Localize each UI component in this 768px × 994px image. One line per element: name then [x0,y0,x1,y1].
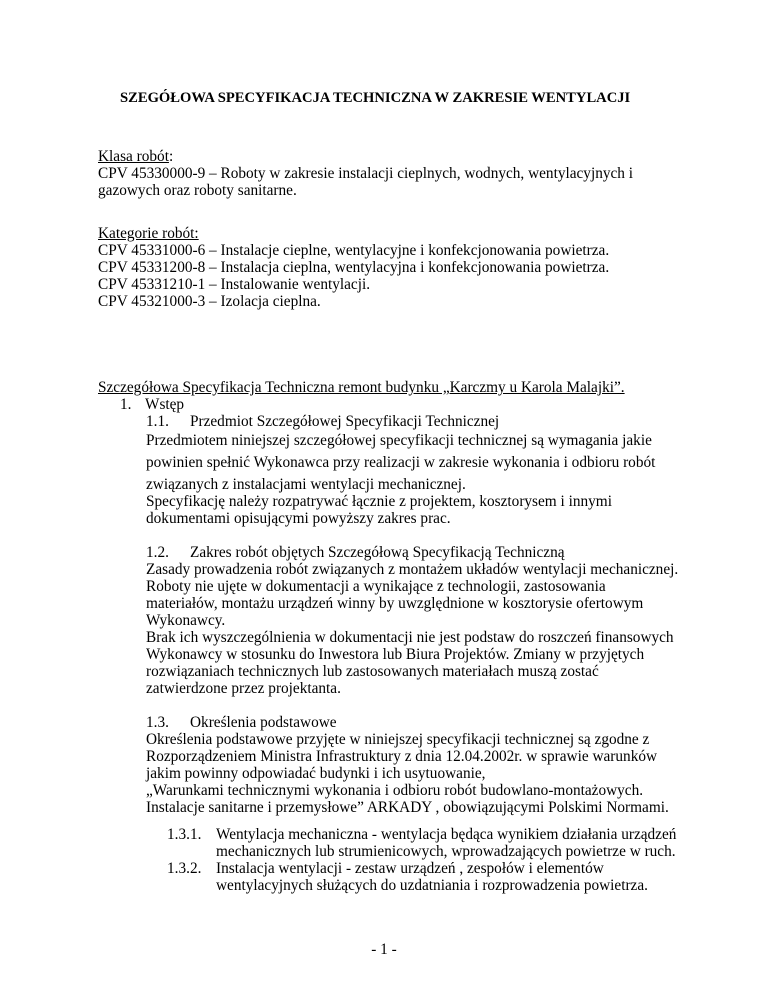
subsection-number: 1.1. [146,413,169,430]
paragraph-line: jakim powinny odpowiadać budynki i ich usytuowanie, [146,765,486,782]
definition-number: 1.3.1. [167,826,202,843]
klasa-line: CPV 45330000-9 – Roboty w zakresie instalacji cieplnych, wodnych, wentylacyjnych i [98,165,634,182]
subsection-number: 1.2. [146,544,169,561]
definition-number: 1.3.2. [167,860,202,877]
paragraph-line: „Warunkami technicznymi wykonania i odbioru robót budowlano-montażowych. [146,782,644,799]
page-number: - 1 - [371,941,397,958]
kategorie-item: CPV 45331000-6 – Instalacje cieplne, wentylacyjne i konfekcjonowania powietrza. [98,242,610,259]
kategorie-label: Kategorie robót: [98,225,199,242]
subsection-heading [146,412,499,431]
subsection-title: Określenia podstawowe [190,714,337,731]
paragraph-line: Instalacje sanitarne i przemysłowe” ARKADY , obowiązującymi Polskimi Normami. [146,799,669,816]
paragraph-line: dokumentami opisującymi powyższy zakres prac. [146,510,451,527]
section-number: 1. [120,396,132,413]
definition-line: Instalacja wentylacji - zestaw urządzeń , zespołów i elementów [216,860,604,877]
paragraph-line: materiałów, montażu urządzeń winny by uwzględnione w kosztorysie ofertowym [146,595,644,612]
klasa-colon: : [168,148,174,165]
paragraph-line: Rozporządzeniem Ministra Infrastruktury z dnia 12.04.2002r. w sprawie warunków [146,748,658,765]
paragraph-line: Roboty nie ujęte w dokumentacji a wynikające z technologii, zastosowania [146,578,606,595]
definition-line: mechanicznych lub strumienicowych, wprowadzających powietrze w ruch. [216,843,676,860]
section-title: Wstęp [145,396,185,413]
klasa-label: Klasa robót [98,148,169,165]
paragraph-line: Zasady prowadzenia robót związanych z montażem układów wentylacji mechanicznej. [146,561,679,578]
document-title: SZEGÓŁOWA SPECYFIKACJA TECHNICZNA W ZAKRESIE WENTYLACJI [120,90,631,106]
paragraph-line: rozwiązaniach technicznych lub zastosowanych materiałach muszą zostać [146,663,599,680]
subsection-number: 1.3. [146,714,169,731]
spec-heading: Szczegółowa Specyfikacja Techniczna remont budynku „Karczmy u Karola Malajki”. [98,379,625,396]
paragraph-line: Wykonawcy. [146,612,226,629]
paragraph-line: Brak ich wyszczególnienia w dokumentacji nie jest podstaw do roszczeń finansowych [146,629,674,646]
subsection-title: Przedmiot Szczegółowej Specyfikacji Technicznej [190,413,500,430]
subsection-title: Zakres robót objętych Szczegółową Specyfikacją Techniczną [190,544,565,561]
paragraph-line: zatwierdzone przez projektanta. [146,680,341,697]
paragraph-line: związanych z instalacjami wentylacji mechanicznej. [146,476,466,493]
kategorie-item: CPV 45331200-8 – Instalacja cieplna, wentylacyjna i konfekcjonowania powietrza. [98,259,610,276]
klasa-line: gazowych oraz roboty sanitarne. [98,182,297,199]
paragraph-line: powinien spełnić Wykonawca przy realizacji w zakresie wykonania i odbioru robót [146,454,656,471]
definition-line: Wentylacja mechaniczna - wentylacja będąca wynikiem działania urządzeń [216,826,677,843]
kategorie-item: CPV 45321000-3 – Izolacja cieplna. [98,293,321,310]
paragraph-line: Specyfikację należy rozpatrywać łącznie z projektem, kosztorysem i innymi [146,493,612,510]
paragraph-line: Przedmiotem niniejszej szczegółowej specyfikacji technicznej są wymagania jakie [146,432,652,449]
definition-line: wentylacyjnych służących do uzdatniania i rozprowadzenia powietrza. [216,877,648,894]
paragraph-line: Wykonawcy w stosunku do Inwestora lub Biura Projektów. Zmiany w przyjętych [146,646,645,663]
kategorie-item: CPV 45331210-1 – Instalowanie wentylacji. [98,276,371,293]
paragraph-line: Określenia podstawowe przyjęte w niniejszej specyfikacji technicznej są zgodne z [146,731,650,748]
